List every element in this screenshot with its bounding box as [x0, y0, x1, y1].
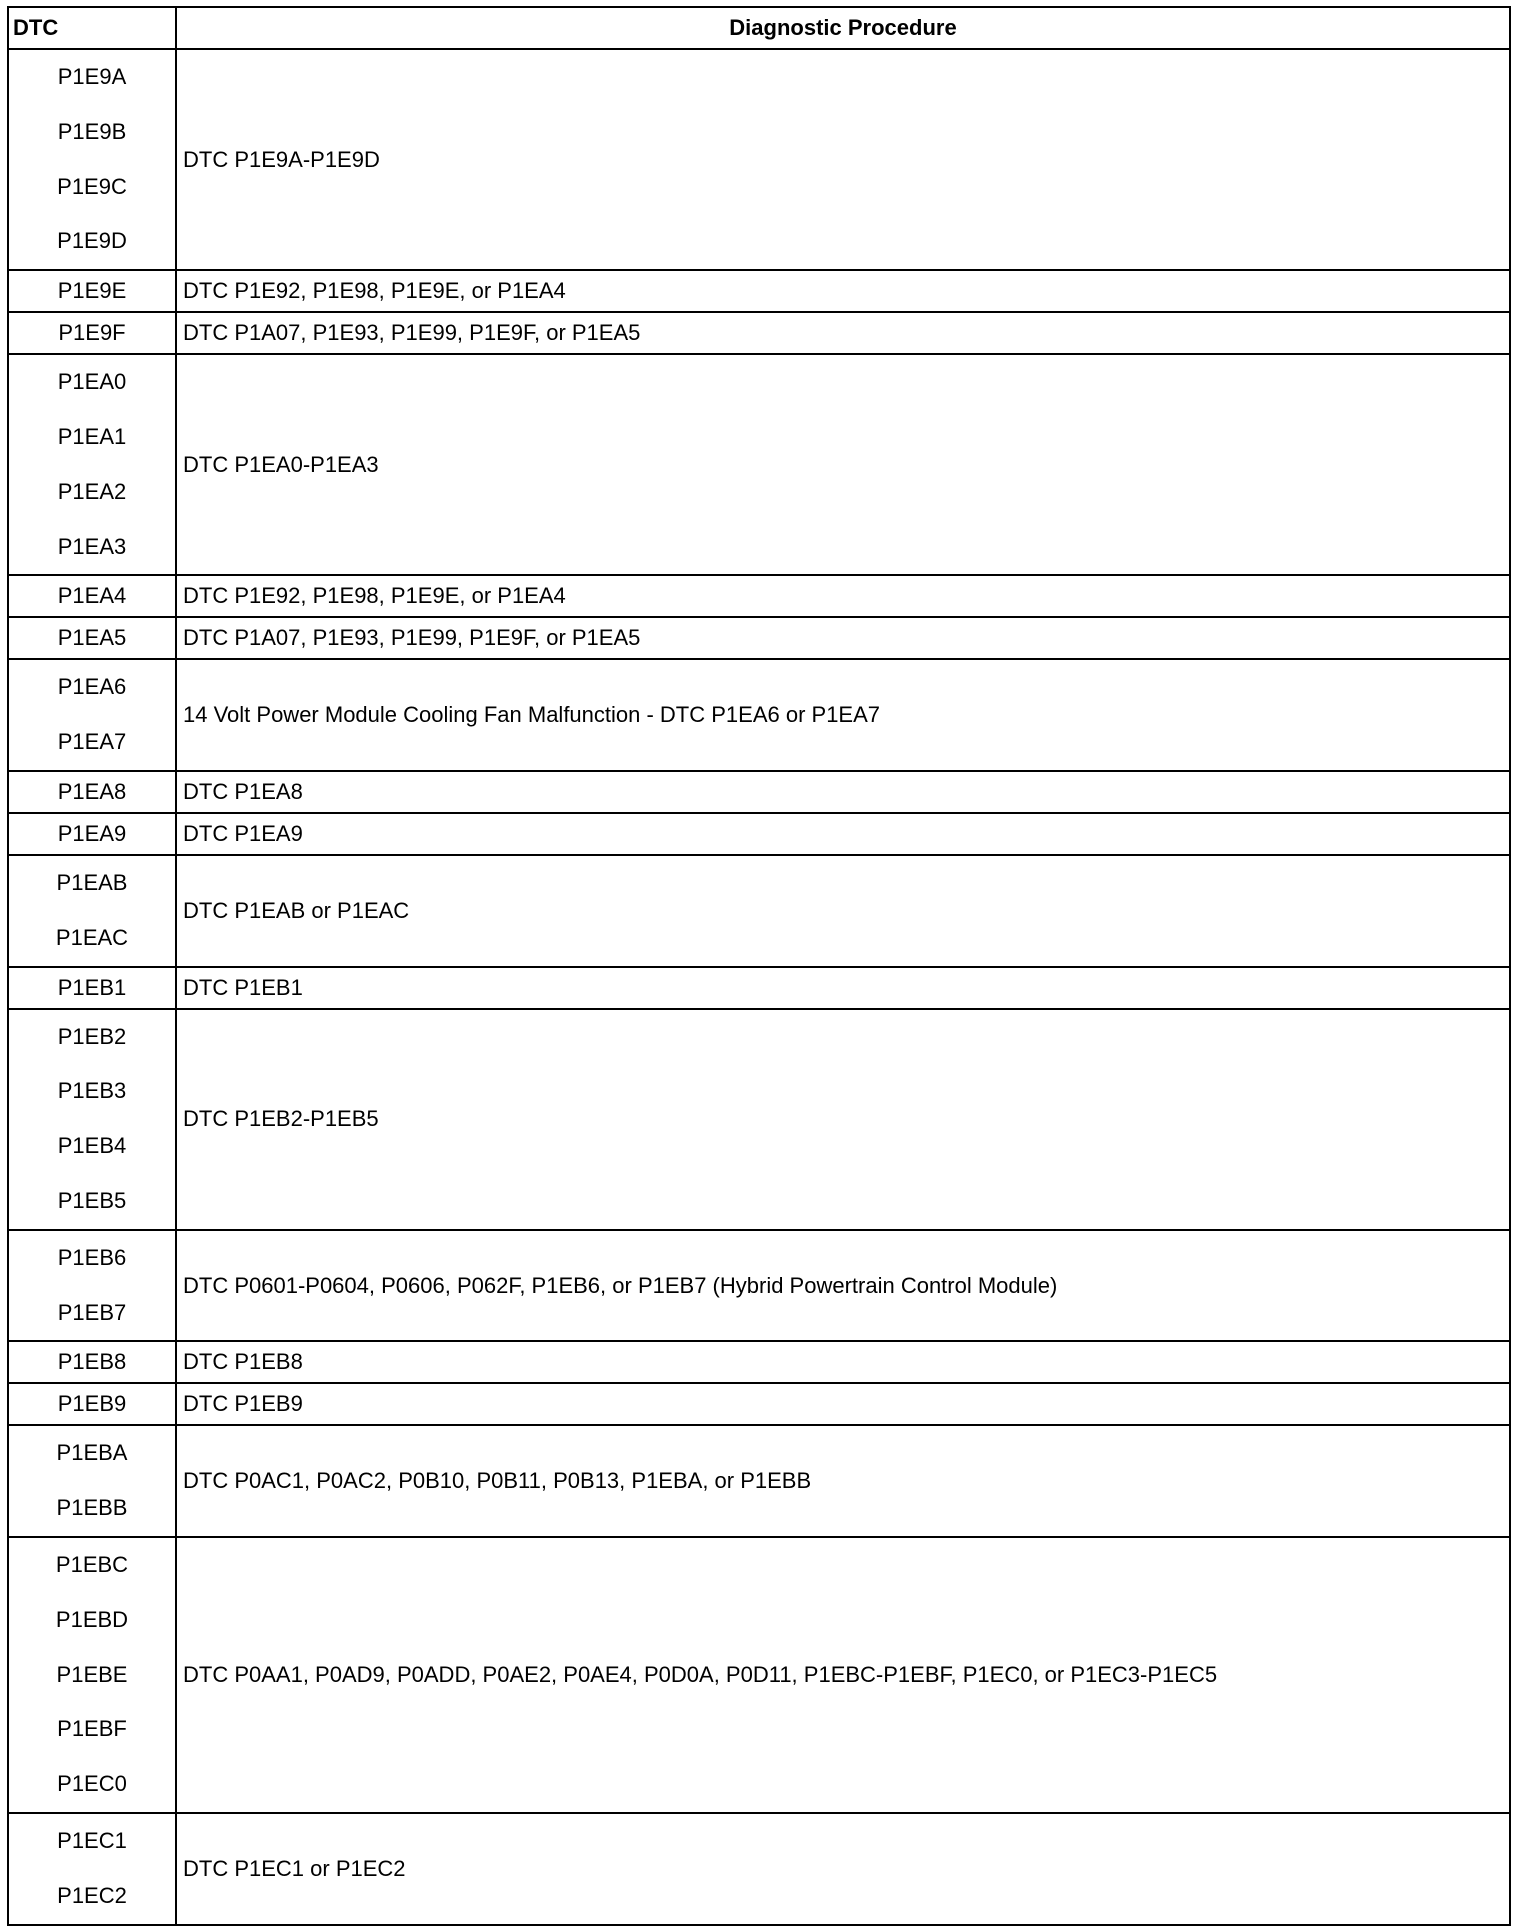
- dtc-codes-cell: [8, 1813, 176, 1925]
- table-row: [8, 659, 1510, 771]
- dtc-code: P1EBA: [56, 1440, 128, 1466]
- dtc-code: P1E9C: [57, 173, 127, 199]
- table-header: [8, 7, 1510, 49]
- dtc-codes-cell: [8, 771, 176, 813]
- dtc-code: P1EA2: [57, 478, 127, 504]
- dtc-code: P1EA8: [57, 778, 127, 804]
- diagnostic-procedure-cell: DTC P1EB9: [176, 1383, 1510, 1425]
- dtc-code: P1E9B: [57, 118, 127, 144]
- dtc-code: P1EC0: [57, 1771, 127, 1797]
- dtc-codes-cell: [8, 354, 176, 575]
- dtc-codes-cell: [8, 1341, 176, 1383]
- dtc-codes-cell: [8, 1383, 176, 1425]
- dtc-procedure-table: [7, 6, 1511, 1926]
- dtc-code: P1E9A: [57, 64, 127, 89]
- dtc-code: P1EB3: [57, 1078, 127, 1104]
- table-row: [8, 855, 1510, 967]
- dtc-code: P1EB5: [57, 1187, 127, 1213]
- dtc-code: P1EB2: [57, 1023, 127, 1049]
- dtc-code: P1EB8: [57, 1349, 127, 1375]
- diagnostic-procedure-cell: DTC P1EB1: [176, 967, 1510, 1009]
- dtc-code: P1EA4: [57, 583, 127, 609]
- diagnostic-procedure-cell: DTC P1EAB or P1EAC: [176, 855, 1510, 967]
- dtc-code: P1EB9: [57, 1391, 127, 1417]
- dtc-code: P1EBE: [56, 1661, 128, 1687]
- table-row: [8, 1341, 1510, 1383]
- dtc-code: P1EA3: [57, 533, 127, 559]
- dtc-codes-cell: [8, 575, 176, 617]
- table-row: [8, 1813, 1510, 1925]
- dtc-code: P1E9E: [57, 278, 127, 304]
- dtc-codes-cell: [8, 813, 176, 855]
- diagnostic-procedure-cell: DTC P1A07, P1E93, P1E99, P1E9F, or P1EA5: [176, 617, 1510, 659]
- dtc-code: P1EC1: [57, 1827, 127, 1853]
- diagnostic-procedure-cell: DTC P1EA9: [176, 813, 1510, 855]
- dtc-code: P1E9D: [57, 228, 127, 254]
- diagnostic-procedure-cell: DTC P0AA1, P0AD9, P0ADD, P0AE2, P0AE4, P0D0A, P0D11, P1EBC-P1EBF, P1EC0, or P1EC3-P1EC5: [176, 1537, 1510, 1813]
- dtc-codes-cell: [8, 659, 176, 771]
- dtc-code: P1EBD: [55, 1606, 129, 1632]
- dtc-code: P1EBB: [56, 1495, 128, 1521]
- diagnostic-procedure-cell: DTC P1EA0-P1EA3: [176, 354, 1510, 575]
- table-row: [8, 312, 1510, 354]
- diagnostic-procedure-cell: DTC P1EB2-P1EB5: [176, 1009, 1510, 1230]
- header-row: [8, 7, 1510, 49]
- dtc-codes-cell: [8, 855, 176, 967]
- table-row: [8, 354, 1510, 575]
- dtc-code: P1EB1: [57, 974, 127, 1000]
- diagnostic-procedure-cell: DTC P0601-P0604, P0606, P062F, P1EB6, or P1EB7 (Hybrid Powertrain Control Module): [176, 1230, 1510, 1342]
- dtc-codes-cell: [8, 1009, 176, 1230]
- dtc-code: P1E9F: [58, 320, 126, 346]
- diagnostic-procedure-cell: DTC P1EA8: [176, 771, 1510, 813]
- dtc-column-header: DTC: [8, 7, 176, 49]
- diagnostic-procedure-cell: DTC P1E92, P1E98, P1E9E, or P1EA4: [176, 575, 1510, 617]
- dtc-code: P1EA0: [57, 369, 127, 395]
- table-row: [8, 1009, 1510, 1230]
- diagnostic-procedure-cell: DTC P1E9A-P1E9D: [176, 49, 1510, 270]
- table-row: [8, 1383, 1510, 1425]
- dtc-codes-cell: [8, 967, 176, 1009]
- dtc-code: P1EB4: [57, 1133, 127, 1159]
- dtc-code: P1EC2: [57, 1882, 127, 1908]
- dtc-code: P1EA1: [57, 423, 127, 449]
- table-row: [8, 1425, 1510, 1537]
- dtc-code: P1EBF: [57, 1716, 127, 1742]
- dtc-codes-cell: [8, 49, 176, 270]
- table-row: [8, 1230, 1510, 1342]
- diagnostic-procedure-cell: DTC P0AC1, P0AC2, P0B10, P0B11, P0B13, P1EBA, or P1EBB: [176, 1425, 1510, 1537]
- dtc-codes-cell: [8, 1537, 176, 1813]
- dtc-code: P1EBC: [55, 1551, 129, 1577]
- dtc-code: P1EA9: [57, 820, 127, 846]
- table-body: [8, 49, 1510, 1925]
- table-row: [8, 1537, 1510, 1813]
- dtc-codes-cell: [8, 1425, 176, 1537]
- diagnostic-procedure-cell: DTC P1E92, P1E98, P1E9E, or P1EA4: [176, 270, 1510, 312]
- dtc-codes-cell: [8, 312, 176, 354]
- table-row: [8, 771, 1510, 813]
- dtc-codes-cell: [8, 270, 176, 312]
- table-row: [8, 617, 1510, 659]
- dtc-code: P1EA5: [57, 625, 127, 651]
- table-row: [8, 49, 1510, 270]
- dtc-code: P1EAC: [55, 924, 129, 950]
- dtc-code: P1EA7: [57, 729, 127, 755]
- diagnostic-procedure-cell: DTC P1A07, P1E93, P1E99, P1E9F, or P1EA5: [176, 312, 1510, 354]
- dtc-codes-cell: [8, 1230, 176, 1342]
- dtc-code: P1EA6: [57, 674, 127, 700]
- dtc-code: P1EB7: [57, 1299, 127, 1325]
- diagnostic-procedure-cell: 14 Volt Power Module Cooling Fan Malfunction - DTC P1EA6 or P1EA7: [176, 659, 1510, 771]
- table-row: [8, 575, 1510, 617]
- dtc-code: P1EB6: [57, 1244, 127, 1270]
- table-row: [8, 813, 1510, 855]
- dtc-code: P1EAB: [56, 869, 128, 895]
- table-row: [8, 967, 1510, 1009]
- table-row: [8, 270, 1510, 312]
- procedure-column-header: Diagnostic Procedure: [176, 7, 1510, 49]
- diagnostic-procedure-cell: DTC P1EB8: [176, 1341, 1510, 1383]
- dtc-codes-cell: [8, 617, 176, 659]
- diagnostic-procedure-cell: DTC P1EC1 or P1EC2: [176, 1813, 1510, 1925]
